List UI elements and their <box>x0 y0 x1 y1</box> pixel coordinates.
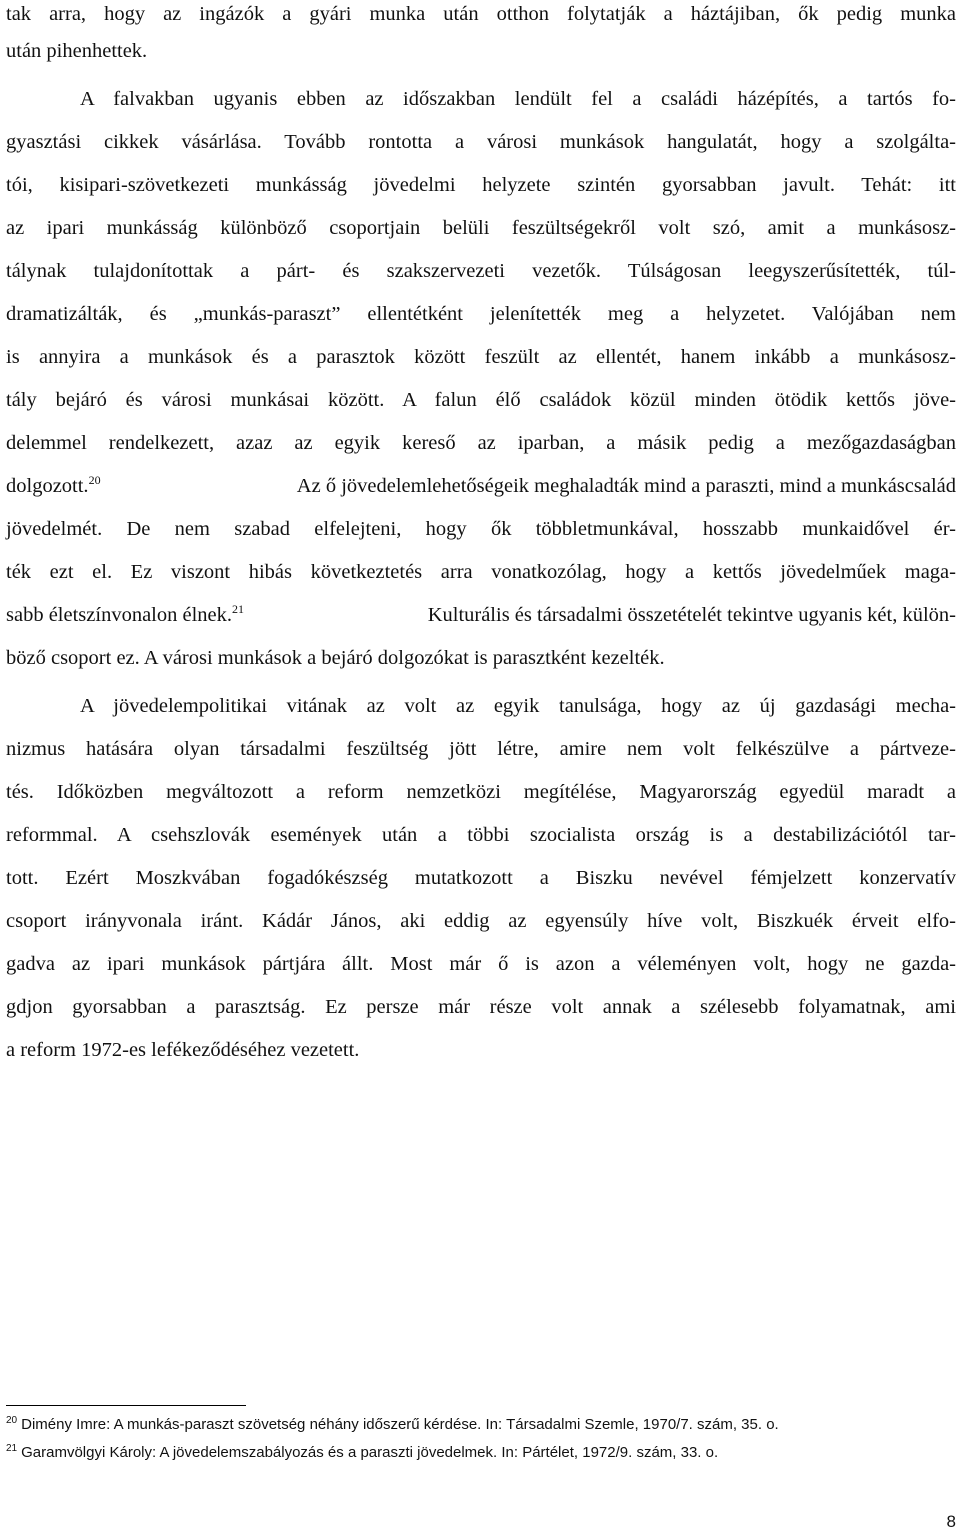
document-page <box>6 0 956 1537</box>
body-line: csoport irányvonala iránt. Kádár János, aki eddig az egyensúly híve volt, Biszkuék érveit elfo- <box>6 910 956 932</box>
body-line: dramatizálták, és „munkás-paraszt” ellentétként jelenítették meg a helyzetet. Valójában nem <box>6 303 956 325</box>
body-line: tott. Ezért Moszkvában fogadókészség mutatkozott a Biszku nevével fémjelzett konzervatív <box>6 867 956 889</box>
page-number: 8 <box>946 1512 956 1531</box>
body-line: az ipari munkásság különböző csoportjain belüli feszültségekről volt szó, amit a munkásosz- <box>6 217 956 239</box>
body-line: nizmus hatására olyan társadalmi feszültség jött létre, amire nem volt felkészülve a pártveze- <box>6 738 956 760</box>
body-line: delemmel rendelkezett, azaz az egyik kereső az iparban, a másik pedig a mezőgazdaságban <box>6 432 956 454</box>
footnote-21 <box>6 1442 956 1464</box>
body-line: böző csoport ez. A városi munkások a bejáró dolgozókat is parasztként kezelték. <box>6 647 665 669</box>
footnote-text: Garamvölgyi Károly: A jövedelemszabályozás és a paraszti jövedelmek. In: Pártélet, 1972/9. szám, 33. o. <box>21 1444 719 1461</box>
footnote-20 <box>6 1414 956 1436</box>
footnote-number: 20 <box>6 1415 18 1426</box>
body-line: után pihenhettek. <box>6 40 148 62</box>
body-line: gadva az ipari munkások pártjára állt. Most már ő is azon a véleményen volt, hogy ne gazda- <box>6 953 956 975</box>
body-line-part <box>6 472 101 500</box>
body-line: tói, kisipari-szövetkezeti munkásság jövedelmi helyzete szintén gyorsabban javult. Tehát: itt <box>6 174 956 196</box>
body-line: tály bejáró és városi munkásai között. A falun élő családok közül minden ötödik kettős jöve- <box>6 389 956 411</box>
paragraph-start-line: A jövedelempolitikai vitának az volt az egyik tanulsága, hogy az új gazdasági mecha- <box>80 695 956 717</box>
body-line-text: dolgozott. <box>6 475 89 497</box>
paragraph-start-line: A falvakban ugyanis ebben az időszakban lendült fel a családi házépítés, a tartós fo- <box>80 88 956 110</box>
body-line: ték ezt el. Ez viszont hibás következtetés arra vonatkozólag, hogy a kettős jövedelműek maga- <box>6 561 956 583</box>
footnote-text: Dimény Imre: A munkás-paraszt szövetség néhány időszerű kérdése. In: Társadalmi Szemle, 1970/7. szám, 35. o. <box>21 1416 779 1433</box>
body-line: reformmal. A csehszlovák események után a többi szocialista ország is a destabilizációtól tar- <box>6 824 956 846</box>
body-line: gdjon gyorsabban a parasztság. Ez persze már része volt annak a szélesebb folyamatnak, ami <box>6 996 956 1018</box>
body-line: tak arra, hogy az ingázók a gyári munka után otthon folytatják a háztájiban, ők pedig munka <box>6 3 956 25</box>
footnote-separator <box>6 1405 246 1406</box>
footnote-ref-20: 20 <box>88 473 101 487</box>
body-line-text: sabb életszínvonalon élnek. <box>6 604 233 626</box>
footnote-ref-21: 21 <box>232 602 245 616</box>
body-line-part: Kulturális és társadalmi összetételét tekintve ugyanis két, külön- <box>427 604 956 626</box>
body-line: tálynak tulajdonítottak a párt- és szakszervezeti vezetők. Túlságosan leegyszerűsítették, túl- <box>6 260 956 282</box>
body-line-with-footnote-20 <box>6 472 956 500</box>
body-line: a reform 1972-es lefékeződéséhez vezetett. <box>6 1039 360 1061</box>
body-line-with-footnote-21 <box>6 601 956 629</box>
body-line: tés. Időközben megváltozott a reform nemzetközi megítélése, Magyarország egyedül maradt a <box>6 781 956 803</box>
body-line-part <box>6 601 244 629</box>
body-line: jövedelmét. De nem szabad elfelejteni, hogy ők többletmunkával, hosszabb munkaidővel ér- <box>6 518 956 540</box>
body-line: is annyira a munkások és a parasztok között feszült az ellentét, hanem inkább a munkásosz- <box>6 346 956 368</box>
body-line-part: Az ő jövedelemlehetőségeik meghaladták mind a paraszti, mind a munkáscsalád <box>296 475 956 497</box>
footnote-number: 21 <box>6 1443 18 1454</box>
body-line: gyasztási cikkek vásárlása. Tovább rontotta a városi munkások hangulatát, hogy a szolgálta- <box>6 131 956 153</box>
